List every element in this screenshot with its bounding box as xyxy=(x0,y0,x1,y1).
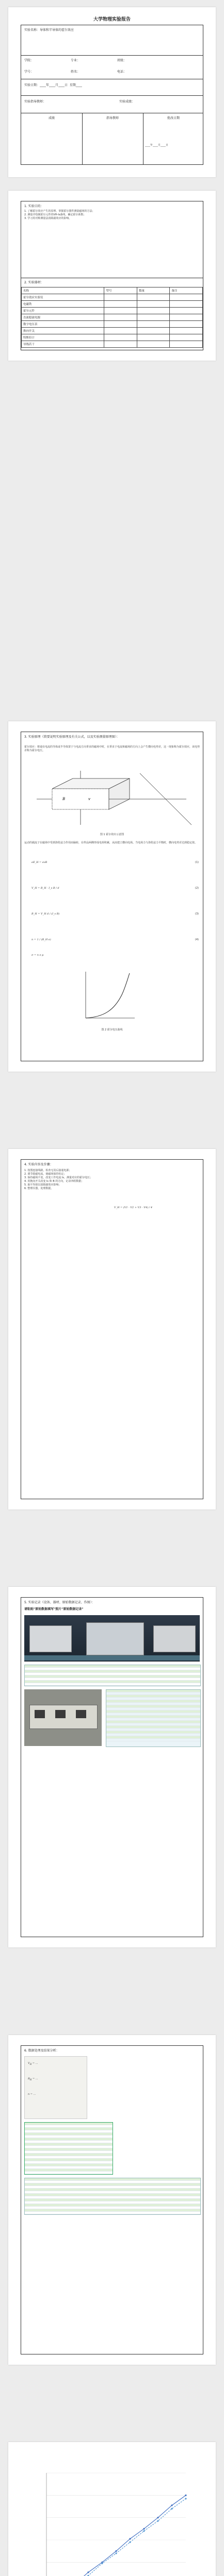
step-item: 3. 保持磁场不变，改变工作电流 Is，测量对应的霍尔电压； xyxy=(24,1176,93,1179)
chart-page xyxy=(8,2442,216,2576)
column-header: 名称 xyxy=(22,287,104,294)
cover-info-box xyxy=(21,25,203,165)
purpose-item: 2. 测量并绘制霍尔元件的VH-Is曲线，确定霍尔系数； xyxy=(24,213,86,216)
data-point xyxy=(129,2541,131,2543)
purpose-item: 1. 了解霍尔效应产生的原理，掌握霍尔器件测量磁场的方法； xyxy=(24,210,95,213)
table-cell: 直流稳流电源 xyxy=(22,314,104,321)
table-row xyxy=(22,308,203,314)
data-point xyxy=(157,2520,158,2522)
sign-area xyxy=(21,113,203,164)
teacher-label: 实验指导教师： xyxy=(24,100,46,104)
table-row xyxy=(22,314,203,321)
equation-number: (1) xyxy=(195,861,199,864)
principle-heading: 3. 实验原理（简要说明实验原理及有关公式，以及实验测量原理图）： xyxy=(24,735,120,739)
steps-page xyxy=(8,1149,216,1510)
data-point xyxy=(171,2508,172,2510)
record-page xyxy=(8,1587,216,1947)
formula-1: eE_H = evB xyxy=(31,861,47,864)
table-cell: 数字电压表 xyxy=(22,321,104,328)
step-item: 2. 调节励磁电流，使磁场保持恒定； xyxy=(24,1173,67,1176)
table-cell: 换向开关 xyxy=(22,328,104,334)
equipment-box xyxy=(21,278,203,350)
data-point xyxy=(185,2498,186,2499)
purpose-list xyxy=(24,210,200,221)
result-screenshot-1 xyxy=(24,2122,113,2175)
result-chart xyxy=(26,2452,196,2576)
principle-para-2: 运动的载流子在磁场中受到洛伦兹力作用而偏转，在样品两侧形成电荷积累，从而建立横向电场。当电场力与洛伦兹力平衡时，横向电势差达到稳定值。 xyxy=(24,841,198,844)
data-point xyxy=(143,2528,145,2530)
steps-heading: 4. 实验内容及步骤： xyxy=(24,1163,53,1166)
series-line xyxy=(46,2495,186,2576)
formula-2: V_H = R_H · I_s B / d xyxy=(31,887,59,890)
step-item: 1. 按图连接线路，检查无误后接通电源； xyxy=(24,1169,72,1172)
data-point xyxy=(171,2504,172,2506)
table-cell: 霍尔效应实验仪 xyxy=(22,294,104,301)
equipment-header-row xyxy=(22,287,203,294)
purpose-heading: 1. 实验目的： xyxy=(24,205,44,208)
purpose-item: 3. 学习用对称测量法消除副效应的影响。 xyxy=(24,217,72,220)
column-header: 型号 xyxy=(104,287,137,294)
data-point xyxy=(115,2550,117,2552)
table-cell: 特斯拉计 xyxy=(22,334,104,341)
equipment-heading: 2. 实验器材： xyxy=(24,281,44,284)
grade-label: 实验成绩： xyxy=(119,100,135,104)
lab-photo-1 xyxy=(24,1615,200,1662)
steps-formula: V_H = (V1 - V2 + V3 - V4) / 4 xyxy=(114,1206,153,1209)
table-cell: 电磁铁 xyxy=(22,301,104,308)
table-row xyxy=(22,294,203,301)
record-box xyxy=(21,1597,203,1937)
data-point xyxy=(87,2571,89,2573)
equation-number: (3) xyxy=(195,912,199,916)
data-point xyxy=(101,2563,103,2564)
figure-2-caption: 图 2 霍尔电压曲线 xyxy=(101,1028,123,1031)
sign-date: ____年____月____日 xyxy=(145,144,169,147)
processing-heading: 6. 数据处理及结果分析： xyxy=(24,2049,59,2053)
hall-voltage-curve xyxy=(78,969,140,1026)
student-fields-row1: 学院： 专业： 班级： xyxy=(24,59,127,62)
data-point xyxy=(143,2530,145,2532)
table-cell: 霍尔元件 xyxy=(22,308,104,314)
data-screenshot-2 xyxy=(106,1689,201,1747)
table-row xyxy=(22,301,203,308)
equipment-table xyxy=(21,287,203,348)
data-point xyxy=(185,2495,186,2496)
data-screenshot-1 xyxy=(24,1665,201,1686)
purpose-box xyxy=(21,201,203,278)
step-item: 6. 整理仪器，处理数据。 xyxy=(24,1187,54,1190)
teacher-header: 指导教师 xyxy=(106,116,119,120)
date-header: 批改日期 xyxy=(167,116,180,120)
experiment-name: 实验名称：导体和半导体的霍尔效应 xyxy=(24,28,74,32)
principle-box xyxy=(21,732,203,1061)
figure-1-caption: 图 1 霍尔效应示意图 xyxy=(100,833,124,836)
principle-page xyxy=(8,721,216,1072)
step-item: 5. 取平均值以消除副效应影响； xyxy=(24,1183,61,1187)
student-fields-row2: 学号： 姓名： 电话： xyxy=(24,70,127,74)
handwritten-calc-photo: $V_H$ = ... $R_H$ = ... n = ... xyxy=(24,2056,87,2119)
record-banner: 请粘贴"原始数据填写"照片"原始数据记录" xyxy=(24,1607,84,1611)
table-row xyxy=(22,321,203,328)
data-point xyxy=(115,2552,117,2554)
steps-box xyxy=(21,1159,203,1499)
table-row xyxy=(22,341,203,348)
column-header: 备注 xyxy=(170,287,203,294)
step-item: 4. 用换向开关改变 Is 和 B 的方向，记录四组数据； xyxy=(24,1180,84,1183)
table-row xyxy=(22,328,203,334)
svg-text:v: v xyxy=(88,797,90,801)
lab-photo-2 xyxy=(24,1689,102,1746)
steps-list xyxy=(24,1169,200,1191)
principle-para-1: 霍尔效应：将通有电流的导体或半导体置于与电流方向垂直的磁场中时，在垂直于电流和磁场的方向上会产生横向电势差，这一现象称为霍尔效应，该电势差称为霍尔电压。 xyxy=(24,745,200,752)
table-cell: 导线若干 xyxy=(22,341,104,348)
equation-number: (4) xyxy=(195,938,199,941)
column-header: 数量 xyxy=(137,287,170,294)
experiment-date: 实验日期：____年____月____日 星期____ xyxy=(24,83,82,87)
grade-header: 成绩 xyxy=(48,116,55,120)
series-line xyxy=(46,2499,186,2576)
cover-page xyxy=(8,7,216,177)
data-point xyxy=(129,2538,131,2539)
result-screenshot-2 xyxy=(24,2178,201,2215)
purpose-page xyxy=(8,191,216,361)
formula-3: R_H = V_H d / (I_s B) xyxy=(31,912,60,916)
processing-page xyxy=(8,2035,216,2365)
record-heading: 5. 实验记录（设备、器材、原始数据记录、作图）： xyxy=(24,1601,95,1604)
svg-text:B: B xyxy=(62,797,66,801)
report-title: 大学物理实验报告 xyxy=(93,17,131,22)
processing-box xyxy=(21,2045,203,2354)
formula-4: n = 1 / (R_H e) xyxy=(31,938,51,941)
equation-number: (2) xyxy=(195,887,199,890)
formula-5: σ = n e μ xyxy=(31,954,44,957)
table-row xyxy=(22,334,203,341)
data-point xyxy=(157,2517,158,2518)
hall-effect-diagram xyxy=(31,768,197,830)
